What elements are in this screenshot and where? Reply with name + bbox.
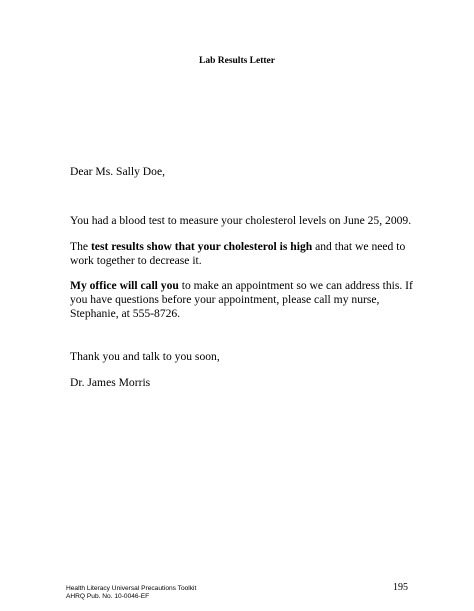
paragraph-test-date: You had a blood test to measure your cholesterol levels on June 25, 2009. bbox=[70, 214, 412, 227]
paragraph-follow-up bbox=[70, 279, 420, 321]
salutation: Dear Ms. Sally Doe, bbox=[70, 165, 165, 178]
footer-publication-number: AHRQ Pub. No. 10-0046-EF bbox=[66, 593, 150, 600]
page-number: 195 bbox=[393, 582, 408, 593]
paragraph-results-end: and that we need to work together to decrease it. bbox=[70, 240, 406, 267]
paragraph-follow-up-rest: to make an appointment so we can address this. If you have questions before your appointment, please call my nurse, Stephanie, at 555-8726. bbox=[70, 279, 413, 320]
signature-name: Dr. James Morris bbox=[70, 376, 151, 389]
paragraph-results-bold: test results show that your cholesterol is high bbox=[90, 240, 313, 253]
document-title: Lab Results Letter bbox=[199, 56, 275, 66]
paragraph-results-start: The bbox=[70, 240, 91, 253]
closing: Thank you and talk to you soon, bbox=[70, 350, 220, 363]
paragraph-follow-up-bold: My office will call you bbox=[70, 279, 179, 292]
footer bbox=[66, 585, 196, 601]
paragraph-results bbox=[70, 240, 420, 268]
footer-toolkit-title: Health Literacy Universal Precautions Toolkit bbox=[66, 585, 197, 592]
